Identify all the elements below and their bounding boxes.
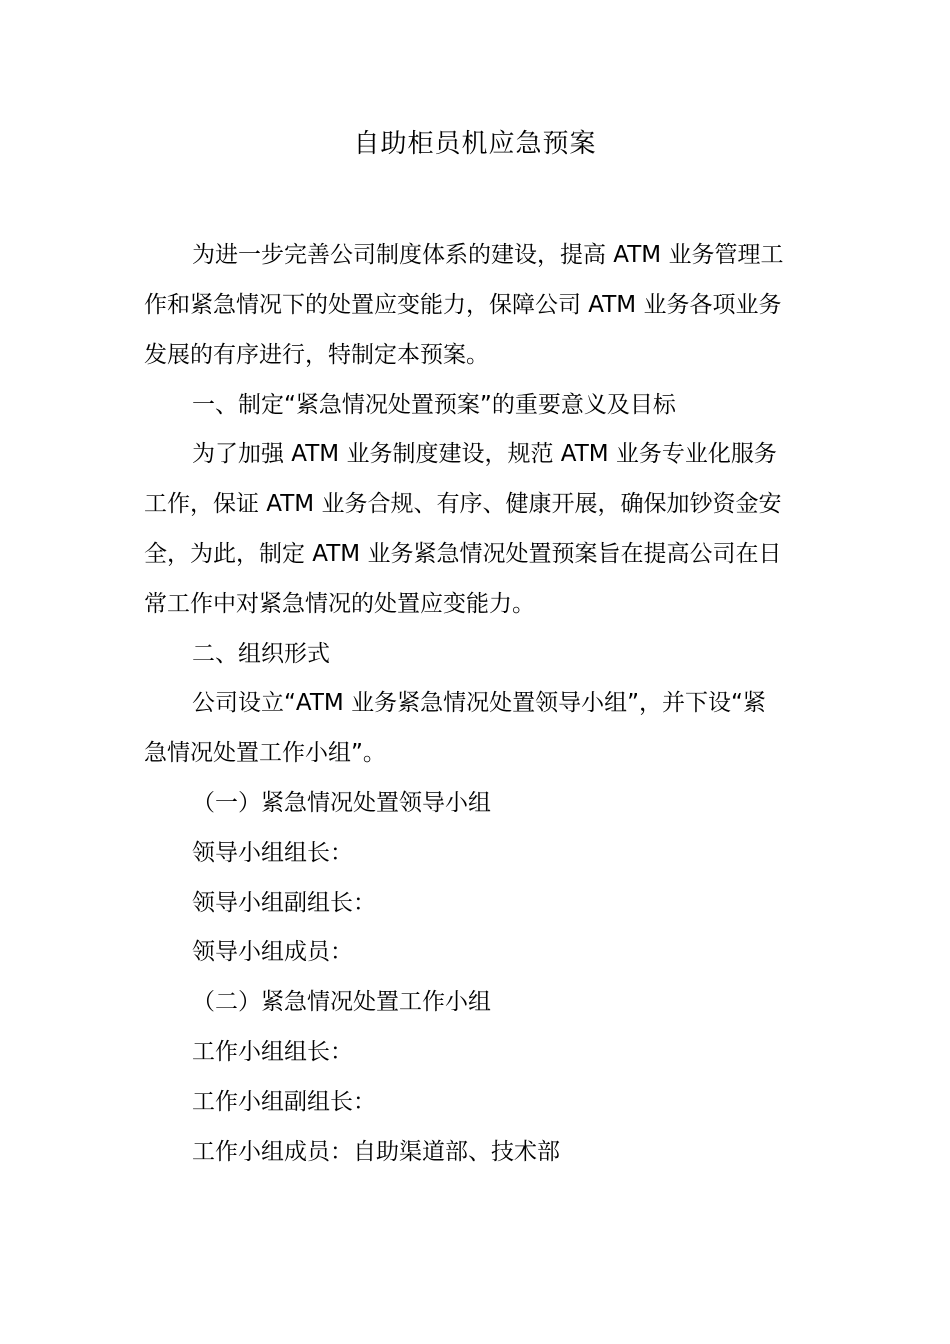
paragraph-2-line-3: 全，为此，制定 ATM 业务紧急情况处置预案旨在提高公司在日 <box>144 541 782 567</box>
subsection-heading-2: （二）紧急情况处置工作小组 <box>192 989 491 1015</box>
paragraph-1-line-2: 作和紧急情况下的处置应变能力，保障公司 ATM 业务各项业务 <box>144 292 782 318</box>
paragraph-3-line-2: 急情况处置工作小组”。 <box>144 740 386 766</box>
paragraph-1-line-1: 为进一步完善公司制度体系的建设，提高 ATM 业务管理工 <box>192 242 784 268</box>
paragraph-2-line-2: 工作，保证 ATM 业务合规、有序、健康开展，确保加钞资金安 <box>144 491 782 517</box>
paragraph-1-line-3: 发展的有序进行，特制定本预案。 <box>144 342 489 368</box>
subsection-heading-1: （一）紧急情况处置领导小组 <box>192 790 491 816</box>
list-item: 领导小组副组长： <box>192 890 376 916</box>
paragraph-2-line-1: 为了加强 ATM 业务制度建设，规范 ATM 业务专业化服务 <box>192 441 777 467</box>
list-item: 工作小组组长： <box>192 1039 353 1065</box>
list-item: 工作小组副组长： <box>192 1089 376 1115</box>
paragraph-2-line-4: 常工作中对紧急情况的处置应变能力。 <box>144 591 535 617</box>
list-item: 领导小组成员： <box>192 939 353 965</box>
list-item: 领导小组组长： <box>192 840 353 866</box>
document-title: 自助柜员机应急预案 <box>353 129 597 159</box>
section-heading-2: 二、组织形式 <box>192 641 330 667</box>
section-heading-1: 一、制定“紧急情况处置预案”的重要意义及目标 <box>192 392 676 418</box>
list-item: 工作小组成员：自助渠道部、技术部 <box>192 1139 560 1165</box>
paragraph-3-line-1: 公司设立“ATM 业务紧急情况处置领导小组”，并下设“紧 <box>192 690 766 716</box>
